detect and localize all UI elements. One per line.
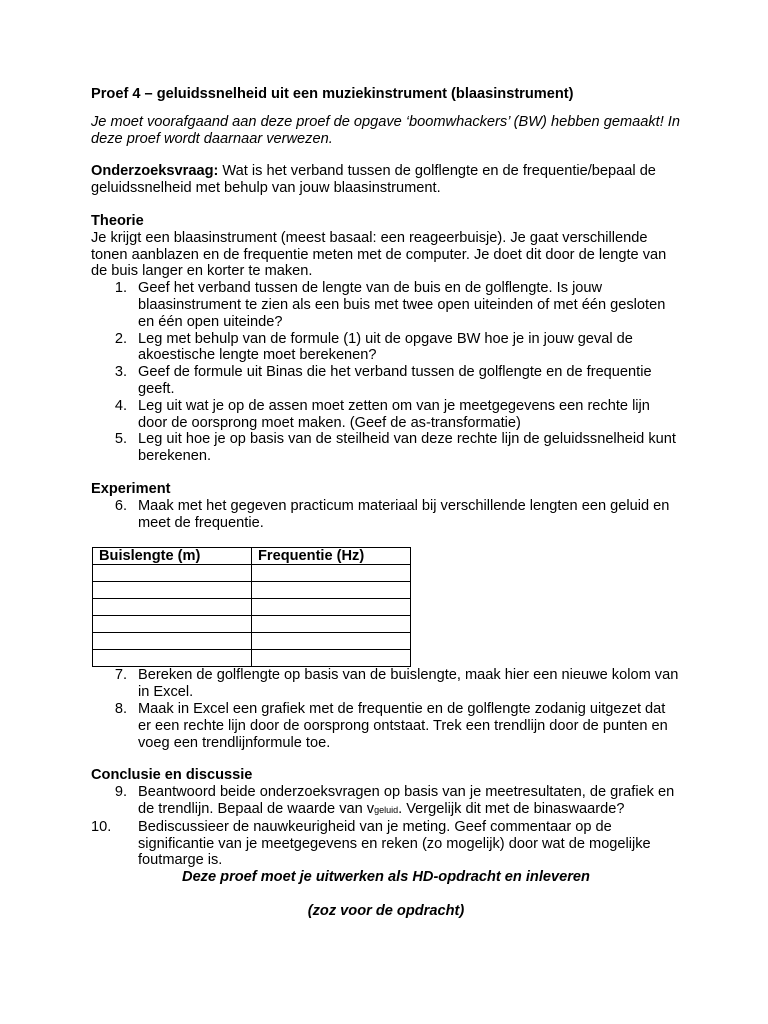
table-cell[interactable] — [252, 565, 411, 582]
item-number: 8. — [114, 700, 127, 717]
item-text: Maak in Excel een grafiek met de frequentie en de golflengte zodanig uitgezet dat er een rechte lijn door de oorsprong ontstaat. Trek een trendlijn door de punten en voeg een trendlijnformule toe. — [138, 700, 668, 751]
item-text: Maak met het gegeven practicum materiaal bij verschillende lengten een geluid en meet de frequentie. — [138, 497, 670, 531]
item-number: 9. — [114, 784, 127, 801]
research-question-text: Wat is het verband tussen de golflengte en de frequentie/bepaal de geluidssnelheid met behulp van jouw blaasinstrument. — [91, 163, 656, 197]
table-cell[interactable] — [252, 582, 411, 599]
table-row — [93, 599, 411, 616]
table-cell[interactable] — [93, 616, 252, 633]
table-row — [93, 616, 411, 633]
item-text: Bereken de golflengte op basis van de buislengte, maak hier een nieuwe kolom van in Excel. — [138, 667, 679, 701]
table-row — [93, 565, 411, 582]
table-cell[interactable] — [252, 633, 411, 650]
column-header-length: Buislengte (m) — [93, 548, 252, 565]
item-number: 1. — [114, 280, 127, 297]
list-item — [91, 701, 681, 751]
list-item — [91, 431, 681, 465]
document-title: Proef 4 – geluidssnelheid uit een muziekinstrument (blaasinstrument) — [91, 86, 574, 102]
list-item — [91, 364, 681, 398]
table-cell[interactable] — [93, 599, 252, 616]
table-cell[interactable] — [252, 650, 411, 667]
footer-note: (zoz voor de opdracht) — [307, 902, 465, 919]
item-number: 5. — [114, 431, 127, 448]
list-item — [91, 398, 681, 432]
experiment-list — [91, 498, 681, 532]
theory-list — [91, 280, 681, 465]
column-header-frequency: Frequentie (Hz) — [252, 548, 411, 565]
table-cell[interactable] — [252, 599, 411, 616]
list-item — [91, 667, 681, 701]
table-row — [93, 650, 411, 667]
item-text: Geef de formule uit Binas die het verband tussen de golflengte en de frequentie geeft. — [138, 364, 652, 397]
item-number: 6. — [114, 497, 127, 514]
footer-instruction: Deze proef moet je uitwerken als HD-opdracht en inleveren — [182, 869, 590, 886]
item-text: Beantwoord beide onderzoeksvragen op basis van je meetresultaten, de grafiek en de trendlijn. Bepaal de waarde van v — [138, 784, 675, 817]
item-number: 10. — [91, 818, 112, 835]
item-number: 4. — [114, 397, 127, 414]
item-text: Bediscussieer de nauwkeurigheid van je meting. Geef commentaar op de significantie van je meetgegevens en reken (zo mogelijk) door wat de mogelijke foutmarge is. — [138, 818, 651, 869]
list-item — [91, 784, 681, 819]
list-item — [91, 819, 681, 869]
table-cell[interactable] — [93, 633, 252, 650]
table-cell[interactable] — [93, 565, 252, 582]
experiment-list-continued — [91, 667, 681, 751]
item-text-end: . Vergelijk dit met de binaswaarde? — [398, 800, 625, 817]
conclusion-list — [91, 784, 681, 869]
research-question — [91, 163, 681, 197]
item-text: Leg uit wat je op de assen moet zetten om van je meetgegevens een rechte lijn door de oorsprong moet maken. (Geef de as-transformatie) — [138, 397, 650, 431]
measurement-table — [92, 547, 411, 667]
conclusion-heading: Conclusie en discussie — [91, 767, 253, 784]
item-text: Geef het verband tussen de lengte van de buis en de golflengte. Is jouw blaasinstrument te zien als een buis met twee open uiteinden of met één gesloten en één open uiteinde? — [138, 280, 666, 330]
table-cell[interactable] — [252, 616, 411, 633]
item-number: 2. — [114, 330, 127, 347]
item-number: 7. — [114, 667, 127, 684]
research-question-label: Onderzoeksvraag: — [91, 163, 219, 180]
item-text: Leg met behulp van de formule (1) uit de opgave BW hoe je in jouw geval de akoestische lengte moet berekenen? — [138, 330, 633, 364]
subscript-geluid: geluid — [374, 804, 399, 815]
theory-text: Je krijgt een blaasinstrument (meest basaal: een reageerbuisje). Je gaat verschillende tonen aanblazen en de frequentie meten met de computer. Je doet dit door de lengte van de buis langer en korter te maken. — [91, 229, 667, 280]
list-item — [91, 498, 681, 532]
list-item — [91, 331, 681, 365]
table-row — [93, 582, 411, 599]
list-item — [91, 280, 681, 330]
item-text: Leg uit hoe je op basis van de steilheid van deze rechte lijn de geluidssnelheid kunt berekenen. — [138, 431, 676, 465]
experiment-heading: Experiment — [91, 480, 171, 497]
table-cell[interactable] — [93, 582, 252, 599]
intro-note: Je moet voorafgaand aan deze proef de opgave ‘boomwhackers’ (BW) hebben gemaakt! In deze proef wordt daarnaar verwezen. — [91, 113, 680, 147]
table-row — [93, 633, 411, 650]
table-header-row — [93, 548, 411, 565]
table-cell[interactable] — [93, 650, 252, 667]
theory-heading: Theorie — [91, 212, 144, 229]
item-number: 3. — [114, 364, 127, 381]
document-page — [91, 86, 681, 920]
